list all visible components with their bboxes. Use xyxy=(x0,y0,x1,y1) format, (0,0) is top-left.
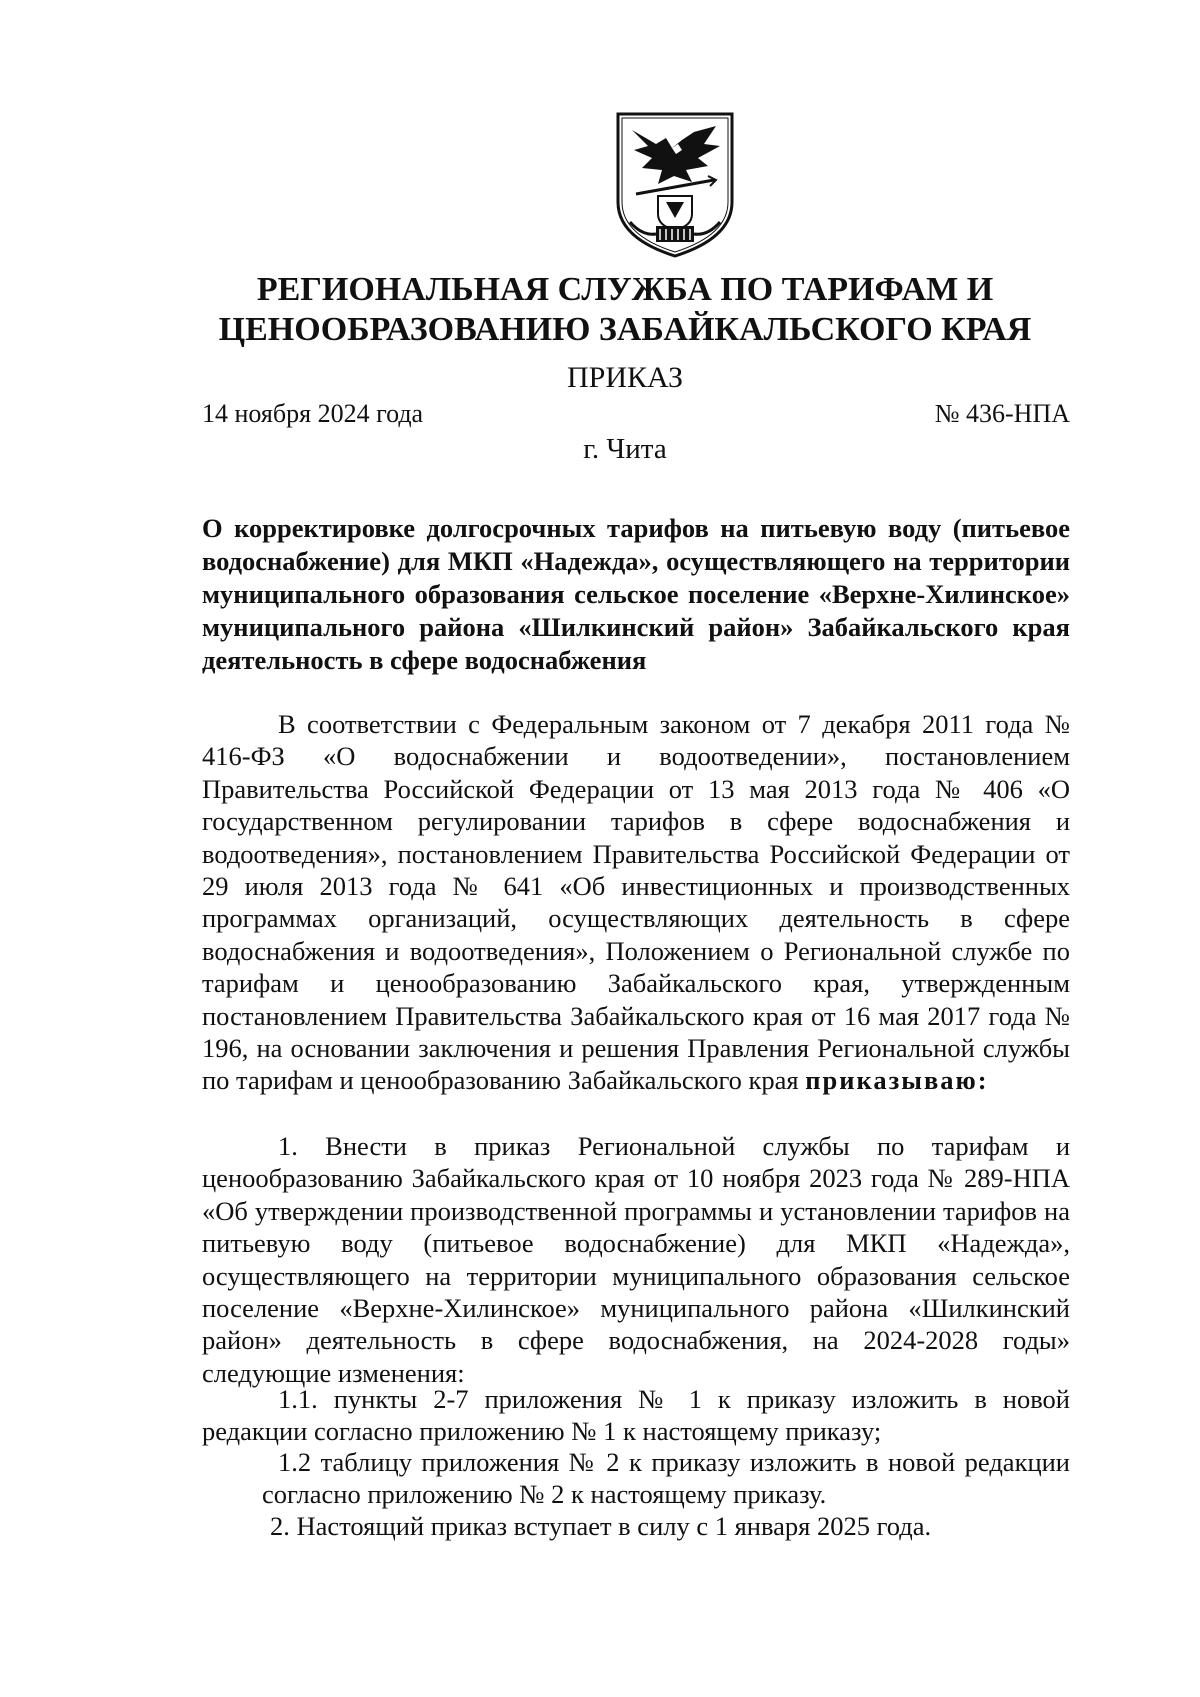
item-1 xyxy=(202,1130,1070,1389)
organization-line-2: ЦЕНООБРАЗОВАНИЮ ЗАБАЙКАЛЬСКОГО КРАЯ xyxy=(218,311,1032,348)
preamble-paragraph xyxy=(202,708,1070,1097)
organization-line-1: РЕГИОНАЛЬНАЯ СЛУЖБА ПО ТАРИФАМ И xyxy=(256,271,994,308)
document-number: № 436-НПА xyxy=(934,399,1070,428)
document-city: г. Чита xyxy=(583,433,667,465)
organization-name xyxy=(190,270,1060,350)
item-1-2: 1.2 таблицу приложения № 2 к приказу изложить в новой редакции согласно приложению № 2 к настоящему приказу. xyxy=(262,1447,1070,1510)
document-date: 14 ноября 2024 года xyxy=(202,399,424,428)
document-type: ПРИКАЗ xyxy=(567,361,683,394)
order-word: приказываю: xyxy=(805,1065,989,1096)
document-title: О корректировке долгосрочных тарифов на питьевую воду (питьевое водоснабжение) для МКП «Надежда», осуществляющего на территории муниципального образования сельское поселение «Верхне-Хилинское» муниципального района «Шилкинский район» Забайкальского края деятельность в сфере водоснабжения xyxy=(202,513,1070,675)
preamble-text xyxy=(202,708,1070,1097)
coat-of-arms-icon xyxy=(612,110,738,258)
preamble-body: В соответствии с Федеральным законом от 7 декабря 2011 года № 416-ФЗ «О водоснабжении и водоотведении», постановлением Правительства Российской Федерации от 13 мая 2013 года № 406 «О государственном регулировании тарифов в сфере водоснабжения и водоотведения», постановлением Правительства Российской Федерации от 29 июля 2013 года № 641 «Об инвестиционных и производственных программах организаций, осуществляющих деятельность в сфере водоснабжения и водоотведения», Положением о Региональной службе по тарифам и ценообразованию Забайкальского края, утвержденным постановлением Правительства Забайкальского края от 16 мая 2017 года № 196, на основании заключения и решения Правления Региональной службы по тарифам и ценообразованию Забайкальского края xyxy=(202,709,1070,1096)
item-2: 2. Настоящий приказ вступает в силу с 1 января 2025 года. xyxy=(270,1511,932,1541)
item-1-1: 1.1. пункты 2-7 приложения № 1 к приказу изложить в новой редакции согласно приложению № 1 к настоящему приказу; xyxy=(202,1384,1070,1447)
item-1-text: 1. Внести в приказ Региональной службы по тарифам и ценообразованию Забайкальского края от 10 ноября 2023 года № 289-НПА «Об утверждении производственной программы и установлении тарифов на питьевую воду (питьевое водоснабжение) для МКП «Надежда», осуществляющего на территории муниципального образования сельское поселение «Верхне-Хилинское» муниципального района «Шилкинский район» деятельность в сфере водоснабжения, на 2024-2028 годы» следующие изменения: xyxy=(202,1131,1070,1388)
